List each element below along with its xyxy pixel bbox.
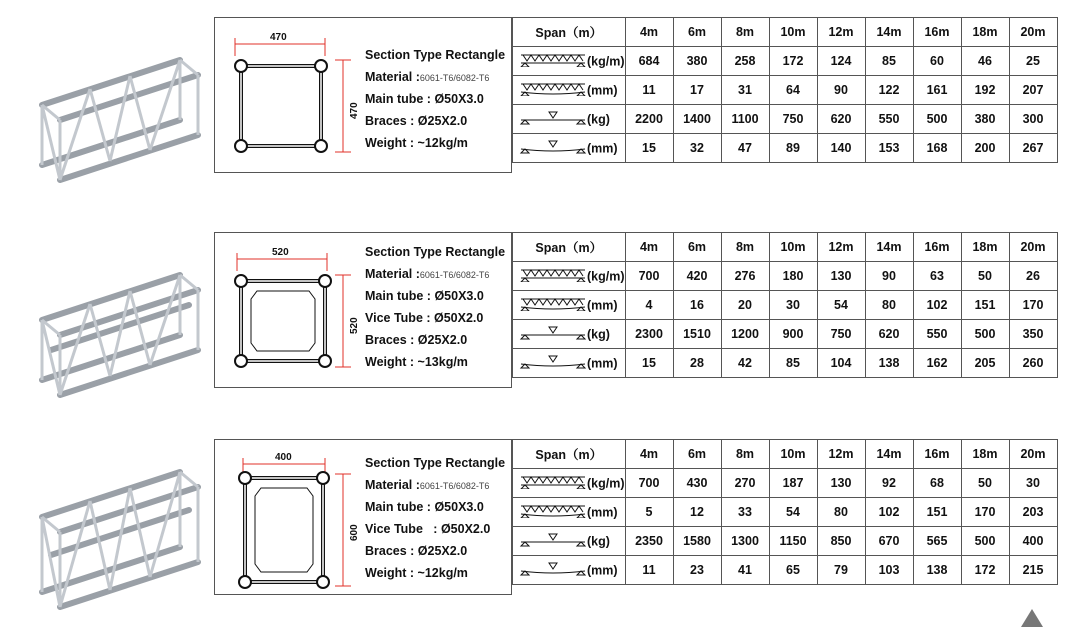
span-cell: 8m <box>721 233 769 262</box>
udl-deflection-icon <box>519 297 587 314</box>
udl-load-icon <box>519 53 587 70</box>
span-cell: 6m <box>673 18 721 47</box>
load-value: 103 <box>865 556 913 585</box>
load-value: 1100 <box>721 105 769 134</box>
span-cell: 12m <box>817 233 865 262</box>
span-cell: 16m <box>913 18 961 47</box>
load-value: 200 <box>961 134 1009 163</box>
load-value: 20 <box>721 291 769 320</box>
span-cell: 16m <box>913 233 961 262</box>
load-value: 203 <box>1009 498 1057 527</box>
load-value: 380 <box>961 105 1009 134</box>
load-value: 79 <box>817 556 865 585</box>
load-label <box>513 556 626 585</box>
load-row <box>513 469 1058 498</box>
load-value: 92 <box>865 469 913 498</box>
load-value: 161 <box>913 76 961 105</box>
load-value: 192 <box>961 76 1009 105</box>
braces-spec: Braces : Ø25X2.0 <box>365 333 468 347</box>
load-value: 500 <box>961 527 1009 556</box>
span-cell: 20m <box>1009 18 1057 47</box>
load-value: 28 <box>673 349 721 378</box>
load-value: 17 <box>673 76 721 105</box>
load-value: 60 <box>913 47 961 76</box>
load-value: 80 <box>817 498 865 527</box>
span-cell: 4m <box>625 233 673 262</box>
load-row <box>513 47 1058 76</box>
load-value: 270 <box>721 469 769 498</box>
load-value: 63 <box>913 262 961 291</box>
load-label <box>513 498 626 527</box>
load-value: 1510 <box>673 320 721 349</box>
section-type: Section Type Rectangle <box>365 245 506 259</box>
span-cell: 12m <box>817 440 865 469</box>
load-value: 620 <box>865 320 913 349</box>
load-value: 4 <box>625 291 673 320</box>
load-value: 550 <box>865 105 913 134</box>
truss-product-image <box>30 35 210 185</box>
section-diagram <box>225 24 365 169</box>
braces-spec: Braces : Ø25X2.0 <box>365 114 468 128</box>
load-value: 850 <box>817 527 865 556</box>
span-cell: 6m <box>673 233 721 262</box>
load-value: 130 <box>817 469 865 498</box>
load-value: 350 <box>1009 320 1057 349</box>
truss-row-2 <box>0 230 1081 390</box>
load-value: 267 <box>1009 134 1057 163</box>
truss-product-image <box>30 447 210 617</box>
load-value: 138 <box>865 349 913 378</box>
truss-product-image <box>30 250 210 400</box>
spec-panel <box>214 232 512 388</box>
load-value: 215 <box>1009 556 1057 585</box>
load-unit: (mm) <box>587 356 618 370</box>
load-value: 300 <box>1009 105 1057 134</box>
section-width-label: 520 <box>272 247 289 258</box>
span-header-row <box>513 18 1058 47</box>
load-unit: (mm) <box>587 505 618 519</box>
load-label <box>513 469 626 498</box>
load-row <box>513 262 1058 291</box>
material-spec: Material :6061-T6/6082-T6 <box>365 267 490 281</box>
load-value: 750 <box>769 105 817 134</box>
load-label <box>513 47 626 76</box>
load-value: 23 <box>673 556 721 585</box>
load-value: 122 <box>865 76 913 105</box>
span-cell: 14m <box>865 440 913 469</box>
span-cell: 8m <box>721 440 769 469</box>
load-value: 90 <box>865 262 913 291</box>
point-deflection-icon <box>519 355 587 372</box>
load-value: 140 <box>817 134 865 163</box>
load-value: 258 <box>721 47 769 76</box>
load-value: 670 <box>865 527 913 556</box>
span-header-row <box>513 233 1058 262</box>
span-cell: 18m <box>961 440 1009 469</box>
point-load-icon <box>519 111 587 128</box>
span-cell: 18m <box>961 233 1009 262</box>
load-unit: (mm) <box>587 563 618 577</box>
load-value: 187 <box>769 469 817 498</box>
load-value: 30 <box>1009 469 1057 498</box>
load-value: 41 <box>721 556 769 585</box>
material-spec: Material :6061-T6/6082-T6 <box>365 478 490 492</box>
weight-spec: Weight : ~12kg/m <box>365 136 468 150</box>
span-cell: 12m <box>817 18 865 47</box>
load-value: 15 <box>625 349 673 378</box>
load-row <box>513 556 1058 585</box>
load-unit: (mm) <box>587 298 618 312</box>
span-header: Span（m） <box>513 233 626 262</box>
load-value: 54 <box>817 291 865 320</box>
load-value: 89 <box>769 134 817 163</box>
load-value: 47 <box>721 134 769 163</box>
load-value: 80 <box>865 291 913 320</box>
span-cell: 6m <box>673 440 721 469</box>
load-value: 276 <box>721 262 769 291</box>
load-row <box>513 527 1058 556</box>
load-value: 130 <box>817 262 865 291</box>
span-cell: 18m <box>961 18 1009 47</box>
vice-tube-spec: Vice Tube : Ø50X2.0 <box>365 311 484 325</box>
spec-panel <box>214 17 512 173</box>
load-value: 42 <box>721 349 769 378</box>
load-value: 33 <box>721 498 769 527</box>
load-value: 90 <box>817 76 865 105</box>
load-value: 750 <box>817 320 865 349</box>
span-cell: 10m <box>769 18 817 47</box>
spec-panel <box>214 439 512 595</box>
load-value: 68 <box>913 469 961 498</box>
load-label <box>513 349 626 378</box>
load-value: 430 <box>673 469 721 498</box>
load-value: 168 <box>913 134 961 163</box>
span-header-row <box>513 440 1058 469</box>
load-value: 11 <box>625 76 673 105</box>
load-value: 420 <box>673 262 721 291</box>
load-row <box>513 291 1058 320</box>
load-value: 162 <box>913 349 961 378</box>
load-value: 30 <box>769 291 817 320</box>
weight-spec: Weight : ~12kg/m <box>365 566 468 580</box>
load-unit: (kg) <box>587 534 610 548</box>
load-value: 500 <box>961 320 1009 349</box>
span-cell: 20m <box>1009 233 1057 262</box>
section-height-label: 470 <box>349 102 360 119</box>
load-unit: (kg/m) <box>587 269 625 283</box>
load-value: 2200 <box>625 105 673 134</box>
udl-load-icon <box>519 268 587 285</box>
load-value: 5 <box>625 498 673 527</box>
load-value: 26 <box>1009 262 1057 291</box>
span-header: Span（m） <box>513 440 626 469</box>
span-cell: 8m <box>721 18 769 47</box>
load-value: 700 <box>625 469 673 498</box>
span-cell: 10m <box>769 233 817 262</box>
load-value: 85 <box>769 349 817 378</box>
point-load-icon <box>519 326 587 343</box>
load-value: 380 <box>673 47 721 76</box>
weight-spec: Weight : ~13kg/m <box>365 355 468 369</box>
load-value: 180 <box>769 262 817 291</box>
main-tube-spec: Main tube : Ø50X3.0 <box>365 92 484 106</box>
load-value: 700 <box>625 262 673 291</box>
load-value: 620 <box>817 105 865 134</box>
section-height-label: 600 <box>349 524 360 541</box>
span-cell: 4m <box>625 440 673 469</box>
load-value: 124 <box>817 47 865 76</box>
load-row <box>513 134 1058 163</box>
load-value: 25 <box>1009 47 1057 76</box>
load-value: 46 <box>961 47 1009 76</box>
span-header: Span（m） <box>513 18 626 47</box>
load-unit: (kg/m) <box>587 476 625 490</box>
load-row <box>513 76 1058 105</box>
scroll-top-icon[interactable] <box>1021 609 1043 627</box>
load-value: 172 <box>961 556 1009 585</box>
load-value: 85 <box>865 47 913 76</box>
udl-deflection-icon <box>519 504 587 521</box>
load-row <box>513 320 1058 349</box>
load-value: 65 <box>769 556 817 585</box>
load-unit: (mm) <box>587 83 618 97</box>
load-value: 102 <box>865 498 913 527</box>
span-cell: 10m <box>769 440 817 469</box>
load-value: 31 <box>721 76 769 105</box>
vice-tube-spec: Vice Tube : Ø50X2.0 <box>365 522 491 536</box>
braces-spec: Braces : Ø25X2.0 <box>365 544 468 558</box>
span-cell: 16m <box>913 440 961 469</box>
load-label <box>513 320 626 349</box>
load-value: 12 <box>673 498 721 527</box>
load-value: 400 <box>1009 527 1057 556</box>
load-value: 1400 <box>673 105 721 134</box>
load-value: 565 <box>913 527 961 556</box>
load-value: 15 <box>625 134 673 163</box>
load-label <box>513 134 626 163</box>
load-value: 54 <box>769 498 817 527</box>
load-value: 1580 <box>673 527 721 556</box>
point-load-icon <box>519 533 587 550</box>
load-unit: (mm) <box>587 141 618 155</box>
load-value: 684 <box>625 47 673 76</box>
load-table <box>512 17 1058 163</box>
load-value: 16 <box>673 291 721 320</box>
load-value: 500 <box>913 105 961 134</box>
section-type: Section Type Rectangle <box>365 456 506 470</box>
load-value: 172 <box>769 47 817 76</box>
load-value: 11 <box>625 556 673 585</box>
load-value: 170 <box>1009 291 1057 320</box>
load-value: 2300 <box>625 320 673 349</box>
load-value: 205 <box>961 349 1009 378</box>
section-diagram <box>225 446 365 591</box>
truss-row-1 <box>0 15 1081 175</box>
udl-load-icon <box>519 475 587 492</box>
load-value: 2350 <box>625 527 673 556</box>
load-value: 64 <box>769 76 817 105</box>
section-diagram <box>225 239 365 384</box>
load-label <box>513 527 626 556</box>
udl-deflection-icon <box>519 82 587 99</box>
load-row <box>513 105 1058 134</box>
load-value: 151 <box>913 498 961 527</box>
load-row <box>513 498 1058 527</box>
section-width-label: 400 <box>275 452 292 463</box>
load-table <box>512 439 1058 585</box>
load-value: 153 <box>865 134 913 163</box>
load-value: 102 <box>913 291 961 320</box>
load-row <box>513 349 1058 378</box>
span-cell: 4m <box>625 18 673 47</box>
load-value: 207 <box>1009 76 1057 105</box>
point-deflection-icon <box>519 562 587 579</box>
section-width-label: 470 <box>270 32 287 43</box>
point-deflection-icon <box>519 140 587 157</box>
load-value: 170 <box>961 498 1009 527</box>
load-value: 138 <box>913 556 961 585</box>
main-tube-spec: Main tube : Ø50X3.0 <box>365 289 484 303</box>
load-value: 900 <box>769 320 817 349</box>
load-label <box>513 262 626 291</box>
span-cell: 14m <box>865 18 913 47</box>
load-value: 32 <box>673 134 721 163</box>
load-value: 260 <box>1009 349 1057 378</box>
load-value: 50 <box>961 262 1009 291</box>
load-unit: (kg) <box>587 112 610 126</box>
section-height-label: 520 <box>349 317 360 334</box>
load-value: 151 <box>961 291 1009 320</box>
material-spec: Material :6061-T6/6082-T6 <box>365 70 490 84</box>
truss-row-3 <box>0 437 1081 597</box>
load-value: 1200 <box>721 320 769 349</box>
span-cell: 20m <box>1009 440 1057 469</box>
load-value: 550 <box>913 320 961 349</box>
load-value: 104 <box>817 349 865 378</box>
section-type: Section Type Rectangle <box>365 48 506 62</box>
main-tube-spec: Main tube : Ø50X3.0 <box>365 500 484 514</box>
load-label <box>513 76 626 105</box>
load-label <box>513 105 626 134</box>
load-value: 50 <box>961 469 1009 498</box>
load-value: 1150 <box>769 527 817 556</box>
load-value: 1300 <box>721 527 769 556</box>
load-label <box>513 291 626 320</box>
load-unit: (kg) <box>587 327 610 341</box>
span-cell: 14m <box>865 233 913 262</box>
load-table <box>512 232 1058 378</box>
load-unit: (kg/m) <box>587 54 625 68</box>
